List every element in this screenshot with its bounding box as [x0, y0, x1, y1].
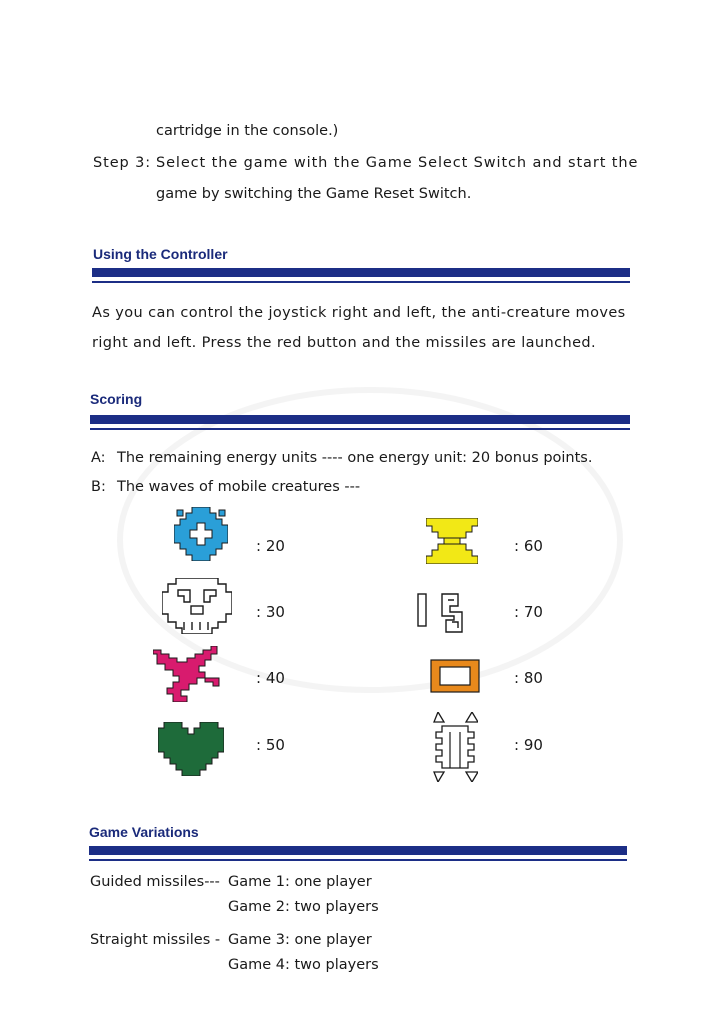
score-label-40: : 40: [256, 669, 285, 687]
section-rule: [89, 846, 627, 855]
score-label-80: : 80: [514, 669, 543, 687]
guided-missiles-label: Guided missiles---: [90, 874, 220, 890]
white-bar-creature-icon: [416, 592, 476, 636]
straight-missiles-label: Straight missiles -: [90, 932, 221, 948]
white-skull-creature-icon: [162, 578, 232, 634]
section-rule-thin: [92, 281, 630, 283]
game1-text: Game 1: one player: [228, 874, 372, 890]
score-label-50: : 50: [256, 736, 285, 754]
scoring-item-b-text: The waves of mobile creatures ---: [117, 479, 361, 495]
controller-text-line1: As you can control the joystick right and left, the anti-creature moves: [92, 305, 626, 321]
score-label-20: : 20: [256, 537, 285, 555]
section-rule: [90, 415, 630, 424]
yellow-hourglass-creature-icon: [426, 518, 478, 564]
game4-text: Game 4: two players: [228, 957, 379, 973]
scoring-item-a-key: A:: [91, 450, 106, 466]
game3-text: Game 3: one player: [228, 932, 372, 948]
section-rule: [92, 268, 630, 277]
orange-frame-creature-icon: [430, 659, 480, 693]
section-rule-thin: [90, 428, 630, 430]
green-heart-creature-icon: [158, 722, 224, 776]
scoring-heading: Scoring: [90, 391, 143, 407]
blue-diamond-creature-icon: [174, 507, 228, 561]
scoring-item-a-text: The remaining energy units ---- one energy unit: 20 bonus points.: [117, 450, 593, 466]
controller-text-line2: right and left. Press the red button and the missiles are launched.: [92, 335, 597, 351]
step2-continuation: cartridge in the console.): [156, 123, 339, 139]
score-label-90: : 90: [514, 736, 543, 754]
step3-text-line2: game by switching the Game Reset Switch.: [156, 186, 472, 202]
game2-text: Game 2: two players: [228, 899, 379, 915]
white-spiky-creature-icon: [432, 712, 478, 782]
score-label-30: : 30: [256, 603, 285, 621]
variations-heading: Game Variations: [89, 824, 199, 840]
step3-text-line1: Select the game with the Game Select Switch and start the: [156, 155, 639, 171]
magenta-bird-creature-icon: [153, 646, 235, 702]
score-label-60: : 60: [514, 537, 543, 555]
scoring-item-b-key: B:: [91, 479, 106, 495]
step3-label: Step 3:: [93, 155, 152, 171]
section-rule-thin: [89, 859, 627, 861]
score-label-70: : 70: [514, 603, 543, 621]
controller-heading: Using the Controller: [93, 246, 228, 262]
